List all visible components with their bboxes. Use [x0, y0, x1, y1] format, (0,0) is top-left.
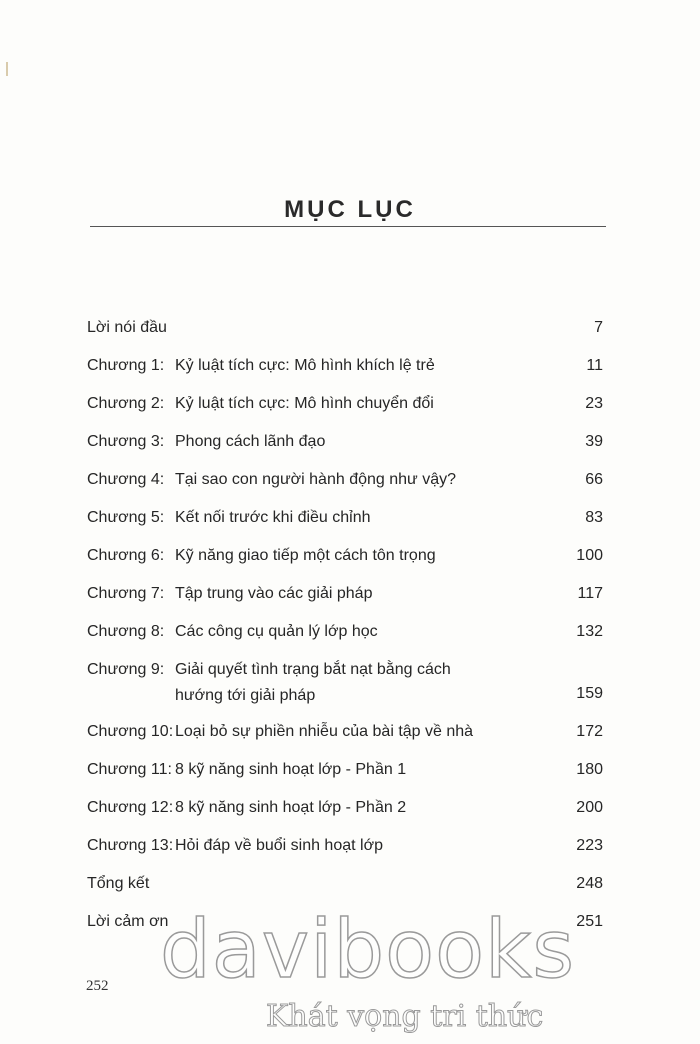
toc-title-line: Tại sao con người hành động như vậy?	[175, 471, 456, 488]
toc-page-number: 180	[576, 761, 603, 778]
watermark-slogan: Khát vọng tri thức	[266, 999, 544, 1034]
toc-entry	[87, 836, 603, 856]
toc-page-number: 7	[594, 319, 603, 336]
toc-title	[175, 470, 535, 490]
toc-title	[175, 836, 535, 856]
toc-title-line: Tập trung vào các giải pháp	[175, 585, 373, 602]
toc-chapter-label: Chương 9:	[87, 661, 165, 678]
toc-title	[175, 394, 535, 414]
toc-page-number: 66	[585, 471, 603, 488]
toc-title-line: Giải quyết tình trạng bắt nạt bằng cách	[175, 661, 451, 678]
toc-title-line: hướng tới giải pháp	[175, 687, 316, 704]
toc-title	[175, 622, 535, 642]
toc-title	[175, 356, 535, 376]
toc-entry	[87, 508, 603, 528]
toc-entry	[87, 622, 603, 642]
toc-chapter-label: Chương 3:	[87, 433, 165, 450]
toc-title	[175, 798, 535, 818]
toc-page-number: 200	[576, 799, 603, 816]
toc-page-number: 223	[576, 837, 603, 854]
toc-entry	[87, 798, 603, 818]
page-title: MỤC LỤC	[284, 196, 416, 224]
toc-page-number: 39	[585, 433, 603, 450]
toc-chapter-label: Tổng kết	[87, 875, 150, 892]
toc-page-number: 23	[585, 395, 603, 412]
toc-title-line: Kỷ luật tích cực: Mô hình chuyển đổi	[175, 395, 434, 412]
toc-entry	[87, 760, 603, 780]
toc-entry	[87, 356, 603, 376]
toc-page-number: 11	[586, 357, 603, 374]
table-of-contents	[87, 318, 603, 950]
toc-entry	[87, 722, 603, 742]
toc-title-line: Kỷ luật tích cực: Mô hình khích lệ trẻ	[175, 357, 435, 374]
toc-title-line: Kết nối trước khi điều chỉnh	[175, 509, 371, 526]
toc-title	[175, 660, 535, 706]
toc-title-line: Phong cách lãnh đạo	[175, 433, 326, 450]
paper-speck	[6, 62, 8, 76]
toc-chapter-label: Lời nói đầu	[87, 319, 167, 336]
toc-chapter-label: Lời cảm ơn	[87, 913, 169, 930]
toc-chapter-label: Chương 10:	[87, 723, 174, 740]
toc-chapter-label: Chương 8:	[87, 623, 165, 640]
toc-title	[175, 722, 535, 742]
toc-title-line: 8 kỹ năng sinh hoạt lớp - Phần 2	[175, 799, 407, 816]
toc-title-line: Hỏi đáp về buổi sinh hoạt lớp	[175, 837, 383, 854]
toc-page-number: 172	[576, 723, 603, 740]
toc-page-number: 132	[576, 623, 603, 640]
title-rule	[90, 226, 606, 227]
toc-page-number: 251	[576, 913, 603, 930]
toc-title	[175, 584, 535, 604]
toc-chapter-label: Chương 13:	[87, 837, 174, 854]
toc-title-line: Kỹ năng giao tiếp một cách tôn trọng	[175, 547, 436, 564]
toc-entry	[87, 318, 603, 338]
toc-entry	[87, 584, 603, 604]
toc-chapter-label: Chương 4:	[87, 471, 165, 488]
toc-title-line: Các công cụ quản lý lớp học	[175, 623, 378, 640]
toc-entry	[87, 394, 603, 414]
toc-page-number: 248	[576, 875, 603, 892]
toc-entry	[87, 546, 603, 566]
toc-chapter-label: Chương 5:	[87, 509, 165, 526]
toc-entry	[87, 874, 603, 894]
toc-entry	[87, 470, 603, 490]
toc-title	[175, 546, 535, 566]
toc-page-number: 117	[577, 585, 603, 602]
toc-title-line: Loại bỏ sự phiền nhiễu của bài tập về nhà	[175, 723, 474, 740]
toc-page-number: 100	[576, 547, 603, 564]
toc-page-number: 159	[576, 685, 603, 702]
toc-entry	[87, 432, 603, 452]
toc-title	[175, 432, 535, 452]
toc-chapter-label: Chương 2:	[87, 395, 165, 412]
watermark-brand: davibooks	[160, 903, 576, 996]
toc-chapter-label: Chương 12:	[87, 799, 174, 816]
toc-chapter-label: Chương 1:	[87, 357, 165, 374]
toc-chapter-label: Chương 11:	[87, 761, 172, 778]
toc-page-number: 83	[585, 509, 603, 526]
toc-chapter-label: Chương 6:	[87, 547, 165, 564]
toc-title-line: 8 kỹ năng sinh hoạt lớp - Phần 1	[175, 761, 407, 778]
toc-title	[175, 508, 535, 528]
toc-entry	[87, 660, 603, 704]
toc-title	[175, 760, 535, 780]
toc-chapter-label: Chương 7:	[87, 585, 165, 602]
page-number: 252	[86, 978, 109, 994]
